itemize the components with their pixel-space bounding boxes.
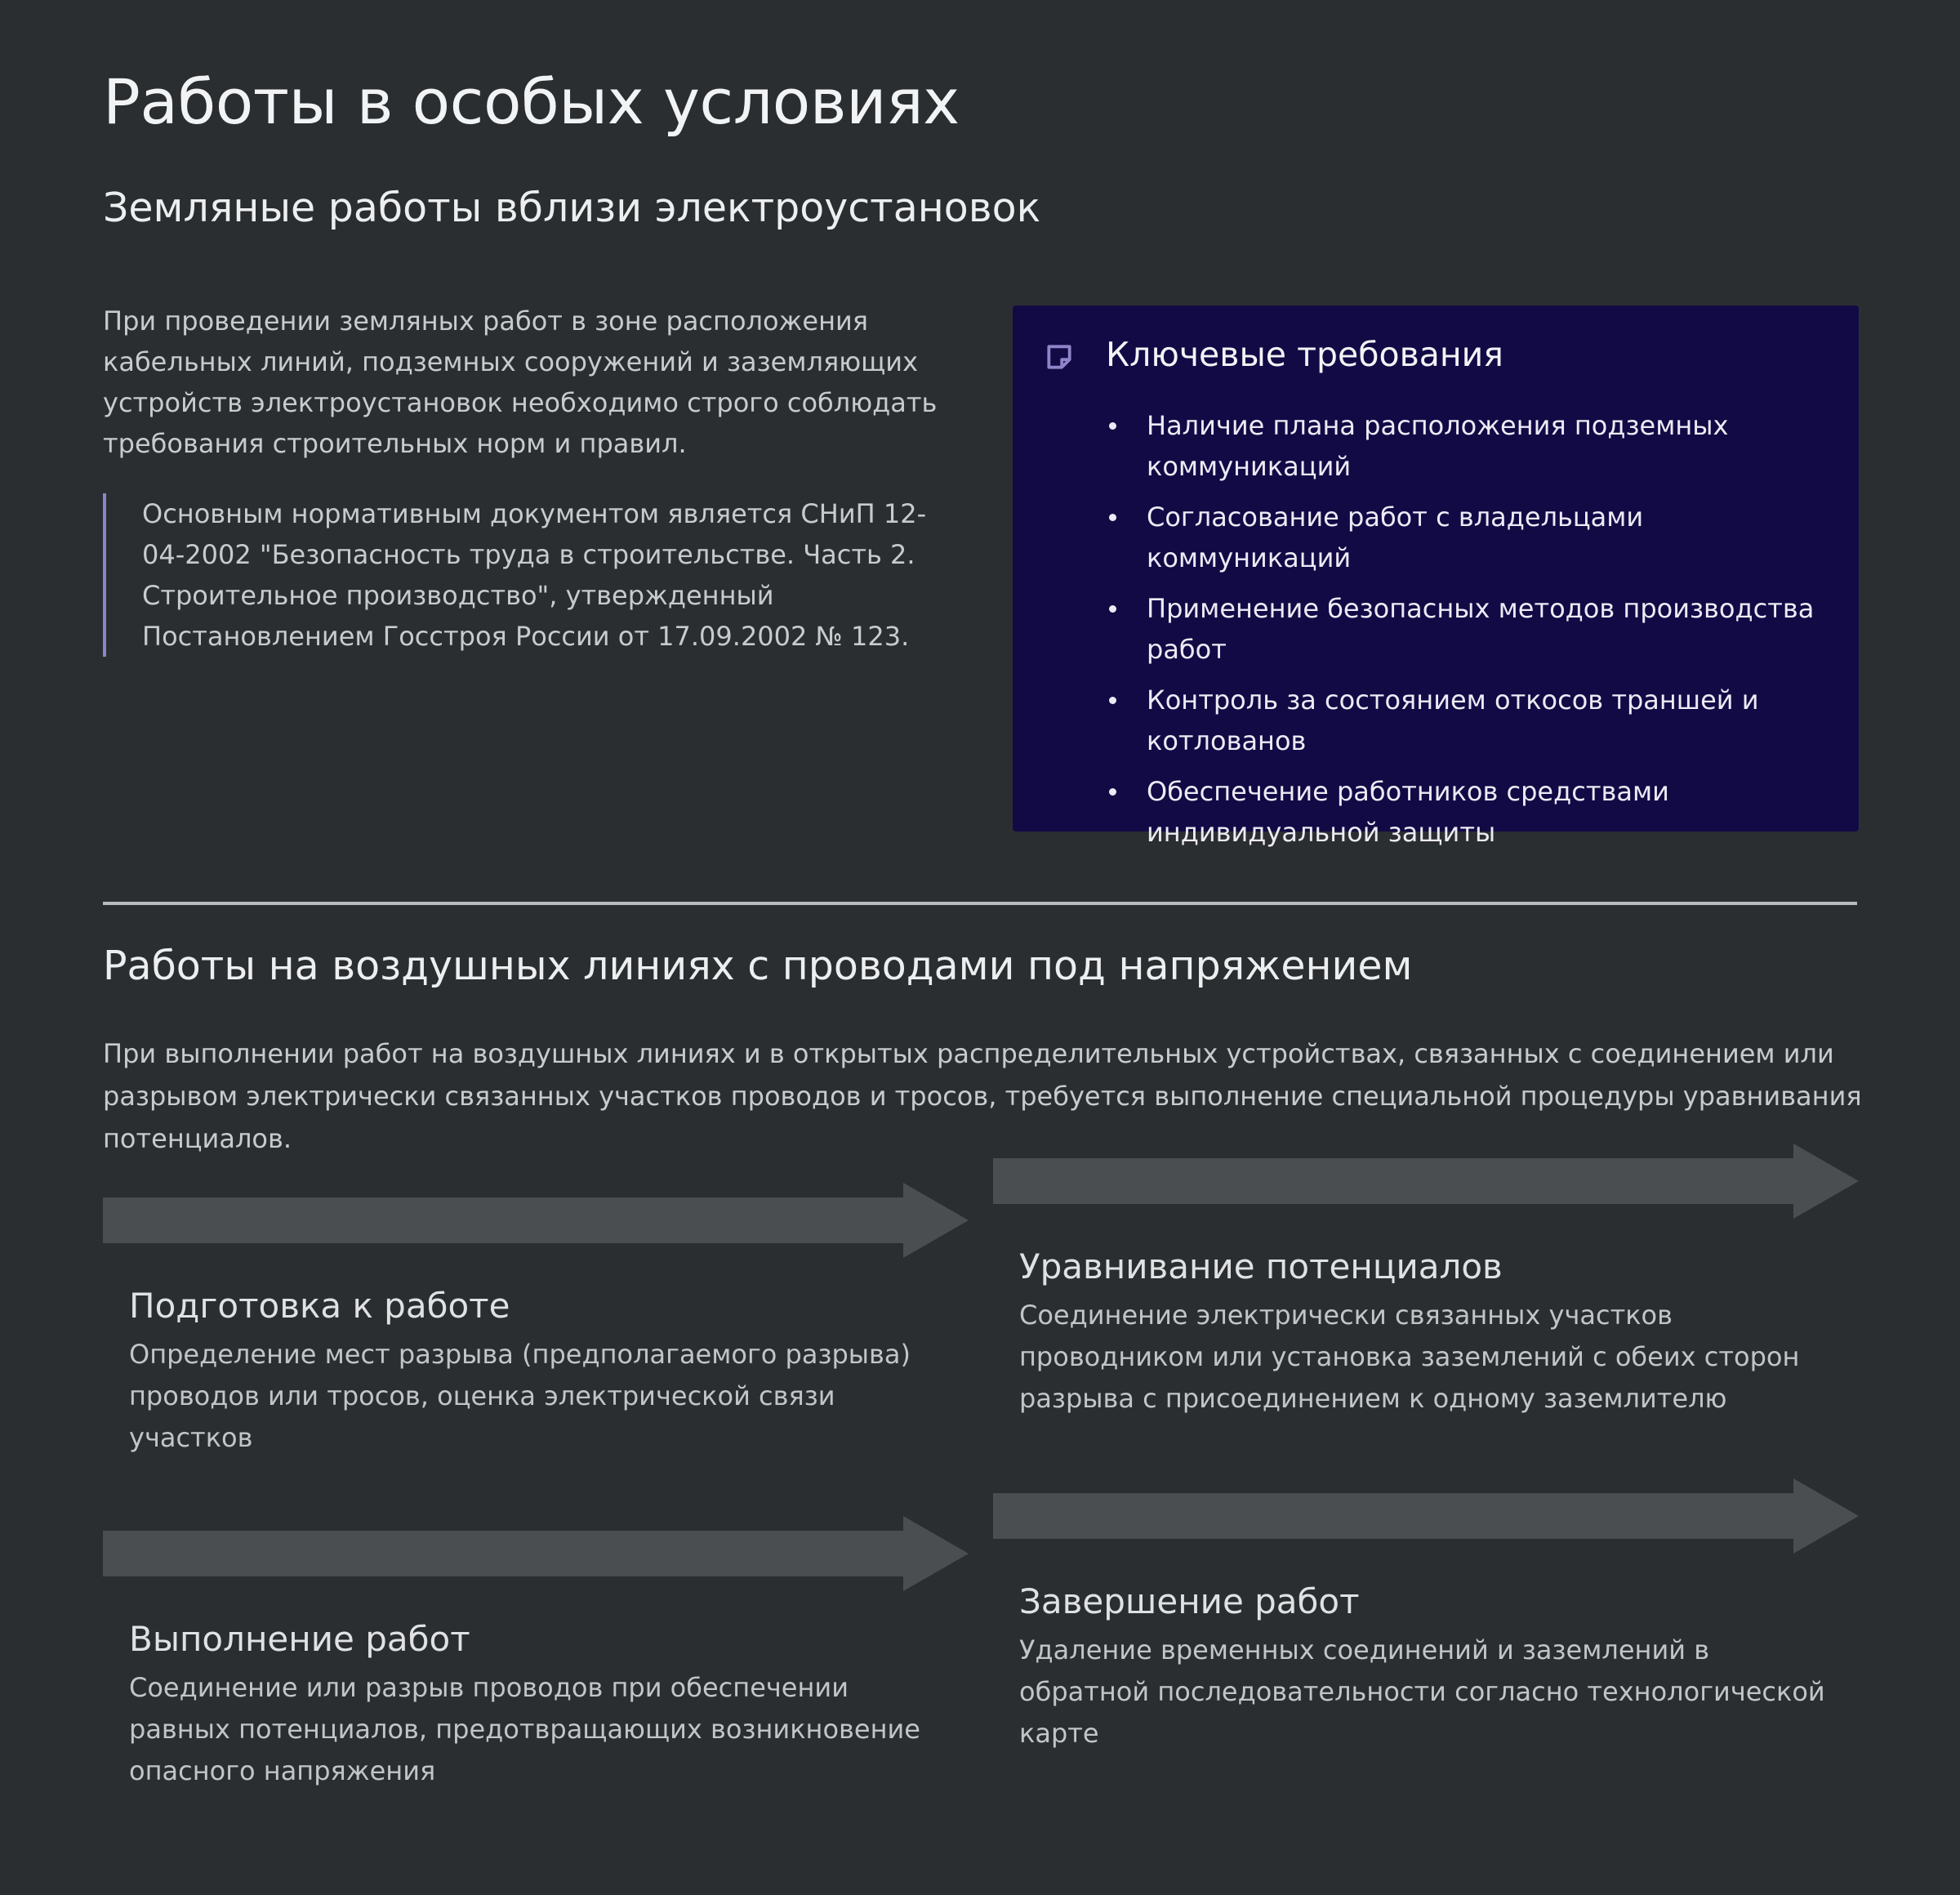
page-title: Работы в особых условиях — [103, 65, 960, 138]
section-title-overhead-lines: Работы на воздушных линиях с проводами под напряжением — [103, 943, 1413, 989]
regulation-quote: Основным нормативным документом является СНиП 12-04-2002 "Безопасность труда в строительстве. Часть 2. Строительное производство", утвержденный Постановлением Госстроя России от 17.09.2002 № 123. — [103, 493, 960, 657]
arrow-right-icon — [993, 1478, 1859, 1554]
step-description: Соединение или разрыв проводов при обеспечении равных потенциалов, предотвращающих возникновение опасного напряжения — [129, 1672, 920, 1786]
process-step-3 — [103, 1516, 969, 1792]
requirement-item: Применение безопасных методов производства работ — [1106, 588, 1841, 670]
section-divider — [103, 902, 1857, 905]
step-title: Завершение работ — [1019, 1581, 1360, 1621]
requirement-item: Согласование работ с владельцами коммуникаций — [1106, 497, 1841, 578]
step-title: Выполнение работ — [129, 1619, 470, 1659]
overhead-lines-intro: При выполнении работ на воздушных линиях и в открытых распределительных устройствах, связанных с соединением или разрывом электрически связанных участков проводов и тросов, требуется выполнение специальной процедуры уравнивания потенциалов. — [103, 1038, 1862, 1154]
step-title: Уравнивание потенциалов — [1019, 1246, 1503, 1286]
step-description: Соединение электрически связанных участков проводником или установка заземлений с обеих сторон разрыва с присоединением к одному заземлителю — [1019, 1300, 1800, 1414]
process-step-2 — [993, 1144, 1859, 1420]
arrow-right-icon — [103, 1516, 969, 1591]
requirement-item: Обеспечение работников средствами индивидуальной защиты — [1106, 771, 1841, 853]
section-title-earthworks: Земляные работы вблизи электроустановок — [103, 185, 1041, 231]
requirement-item: Наличие плана расположения подземных коммуникаций — [1106, 405, 1841, 487]
callout-title: Ключевые требования — [1106, 335, 1503, 374]
note-icon — [1044, 341, 1075, 372]
requirement-item: Контроль за состоянием откосов траншей и котлованов — [1106, 680, 1841, 761]
process-step-1 — [103, 1183, 969, 1459]
step-title: Подготовка к работе — [129, 1286, 510, 1326]
arrow-right-icon — [993, 1144, 1859, 1219]
process-step-4 — [993, 1478, 1859, 1755]
step-description: Удаление временных соединений и заземлений в обратной последовательности согласно технологической карте — [1019, 1634, 1825, 1749]
key-requirements-callout — [1013, 305, 1859, 848]
step-description: Определение мест разрыва (предполагаемого разрыва) проводов или тросов, оценка электрической связи участков — [129, 1339, 911, 1453]
requirements-list — [1106, 405, 1841, 863]
earthworks-intro: При проведении земляных работ в зоне расположения кабельных линий, подземных сооружений и заземляющих устройств электроустановок необходимо строго соблюдать требования строительных норм и правил. — [103, 305, 938, 459]
arrow-right-icon — [103, 1183, 969, 1258]
